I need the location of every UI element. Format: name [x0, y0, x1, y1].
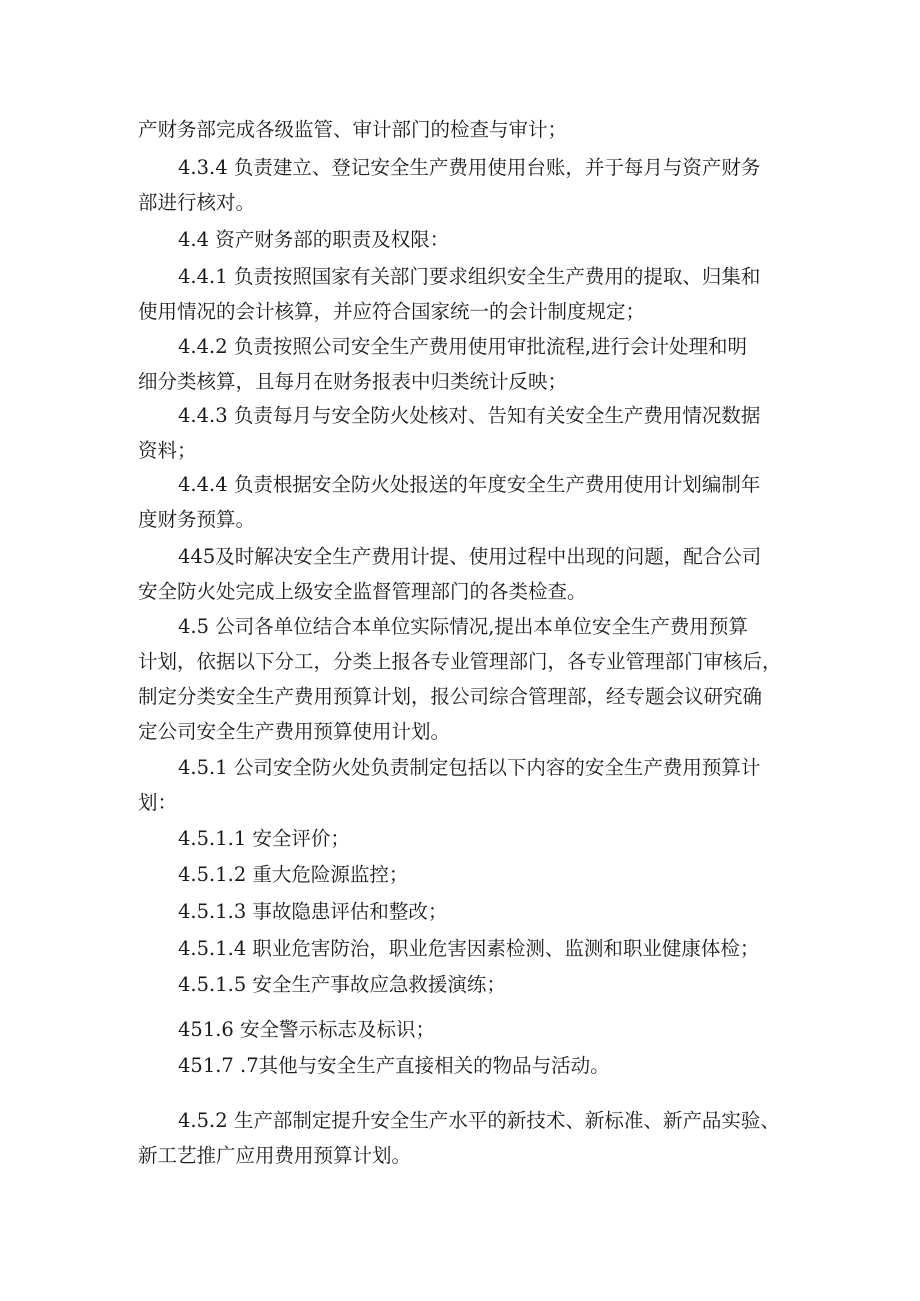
list-item-4-5-1-4 — [138, 931, 788, 966]
text-line: 定公司安全生产费用预算使用计划。 — [138, 720, 451, 743]
list-item-4-5-1-5 — [138, 967, 788, 1002]
text-line: 4.5.2 生产部制定提升安全生产水平的新技术、新标准、新产品实验、 — [178, 1109, 780, 1132]
text-line: 445及时解决安全生产费用计提、使用过程中出现的问题，配合公司 — [178, 545, 762, 568]
text-line: 4.5.1.1 安全评价； — [178, 827, 350, 850]
text-line: 4.5.1 公司安全防火处负责制定包括以下内容的安全生产费用预算计 — [178, 756, 761, 779]
text-line: 4.4.3 负责每月与安全防火处核对、告知有关安全生产费用情况数据 — [178, 404, 761, 427]
text-line: 产财务部完成各级监管、审计部门的检查与审计； — [138, 118, 568, 141]
paragraph-4-5-2 — [138, 1103, 788, 1173]
text-line: 安全防火处完成上级安全监督管理部门的各类检查。 — [138, 580, 587, 603]
paragraph-4-4-2 — [138, 329, 788, 399]
text-line: 4.5.1.4 职业危害防治，职业危害因素检测、监测和职业健康体检； — [178, 937, 760, 960]
text-line: 4.5.1.5 安全生产事故应急救援演练； — [178, 973, 506, 996]
text-line: 4.4 资产财务部的职责及权限： — [178, 228, 450, 251]
text-line: 使用情况的会计核算，并应符合国家统一的会计制度规定； — [138, 300, 646, 323]
paragraph-4-4-5 — [138, 539, 788, 609]
text-line: 4.4.1 负责按照国家有关部门要求组织安全生产费用的提取、归集和 — [178, 265, 761, 288]
text-line: 划： — [138, 791, 178, 814]
text-line: 4.5.1.3 事故隐患评估和整改； — [178, 900, 448, 923]
list-item-4-5-1-1 — [138, 821, 788, 856]
paragraph-4-3-4 — [138, 150, 788, 220]
text-line: 制定分类安全生产费用预算计划，报公司综合管理部，经专题会议研究确 — [138, 685, 763, 708]
paragraph-4-5 — [138, 609, 788, 749]
text-line: 451.6 安全警示标志及标识； — [178, 1018, 436, 1041]
text-line: 细分类核算，且每月在财务报表中归类统计反映； — [138, 370, 568, 393]
text-line: 部进行核对。 — [138, 191, 256, 214]
paragraph-4-4-3 — [138, 398, 788, 468]
paragraph-finance-audit — [138, 112, 788, 147]
list-item-4-5-1-6 — [138, 1012, 788, 1047]
paragraph-4-5-1 — [138, 750, 788, 820]
list-item-4-5-1-2 — [138, 857, 788, 892]
text-line: 资料； — [138, 439, 197, 462]
text-line: 4.4.4 负责根据安全防火处报送的年度安全生产费用使用计划编制年 — [178, 473, 761, 496]
text-line: 计划，依据以下分工，分类上报各专业管理部门，各专业管理部门审核后， — [138, 650, 782, 673]
text-line: 4.5 公司各单位结合本单位实际情况,提出本单位安全生产费用预算 — [178, 615, 748, 638]
text-line: 4.5.1.2 重大危险源监控； — [178, 863, 409, 886]
text-line: 451.7 .7其他与安全生产直接相关的物品与活动。 — [178, 1054, 610, 1077]
list-item-4-5-1-3 — [138, 894, 788, 929]
paragraph-4-4-1 — [138, 259, 788, 329]
text-line: 度财务预算。 — [138, 508, 256, 531]
text-line: 4.3.4 负责建立、登记安全生产费用使用台账，并于每月与资产财务 — [178, 156, 761, 179]
text-line: 新工艺推广应用费用预算计划。 — [138, 1144, 412, 1167]
paragraph-4-4-4 — [138, 467, 788, 537]
list-item-4-5-1-7 — [138, 1048, 788, 1083]
text-line: 4.4.2 负责按照公司安全生产费用使用审批流程,进行会计处理和明 — [178, 335, 748, 358]
heading-4-4 — [138, 222, 788, 257]
